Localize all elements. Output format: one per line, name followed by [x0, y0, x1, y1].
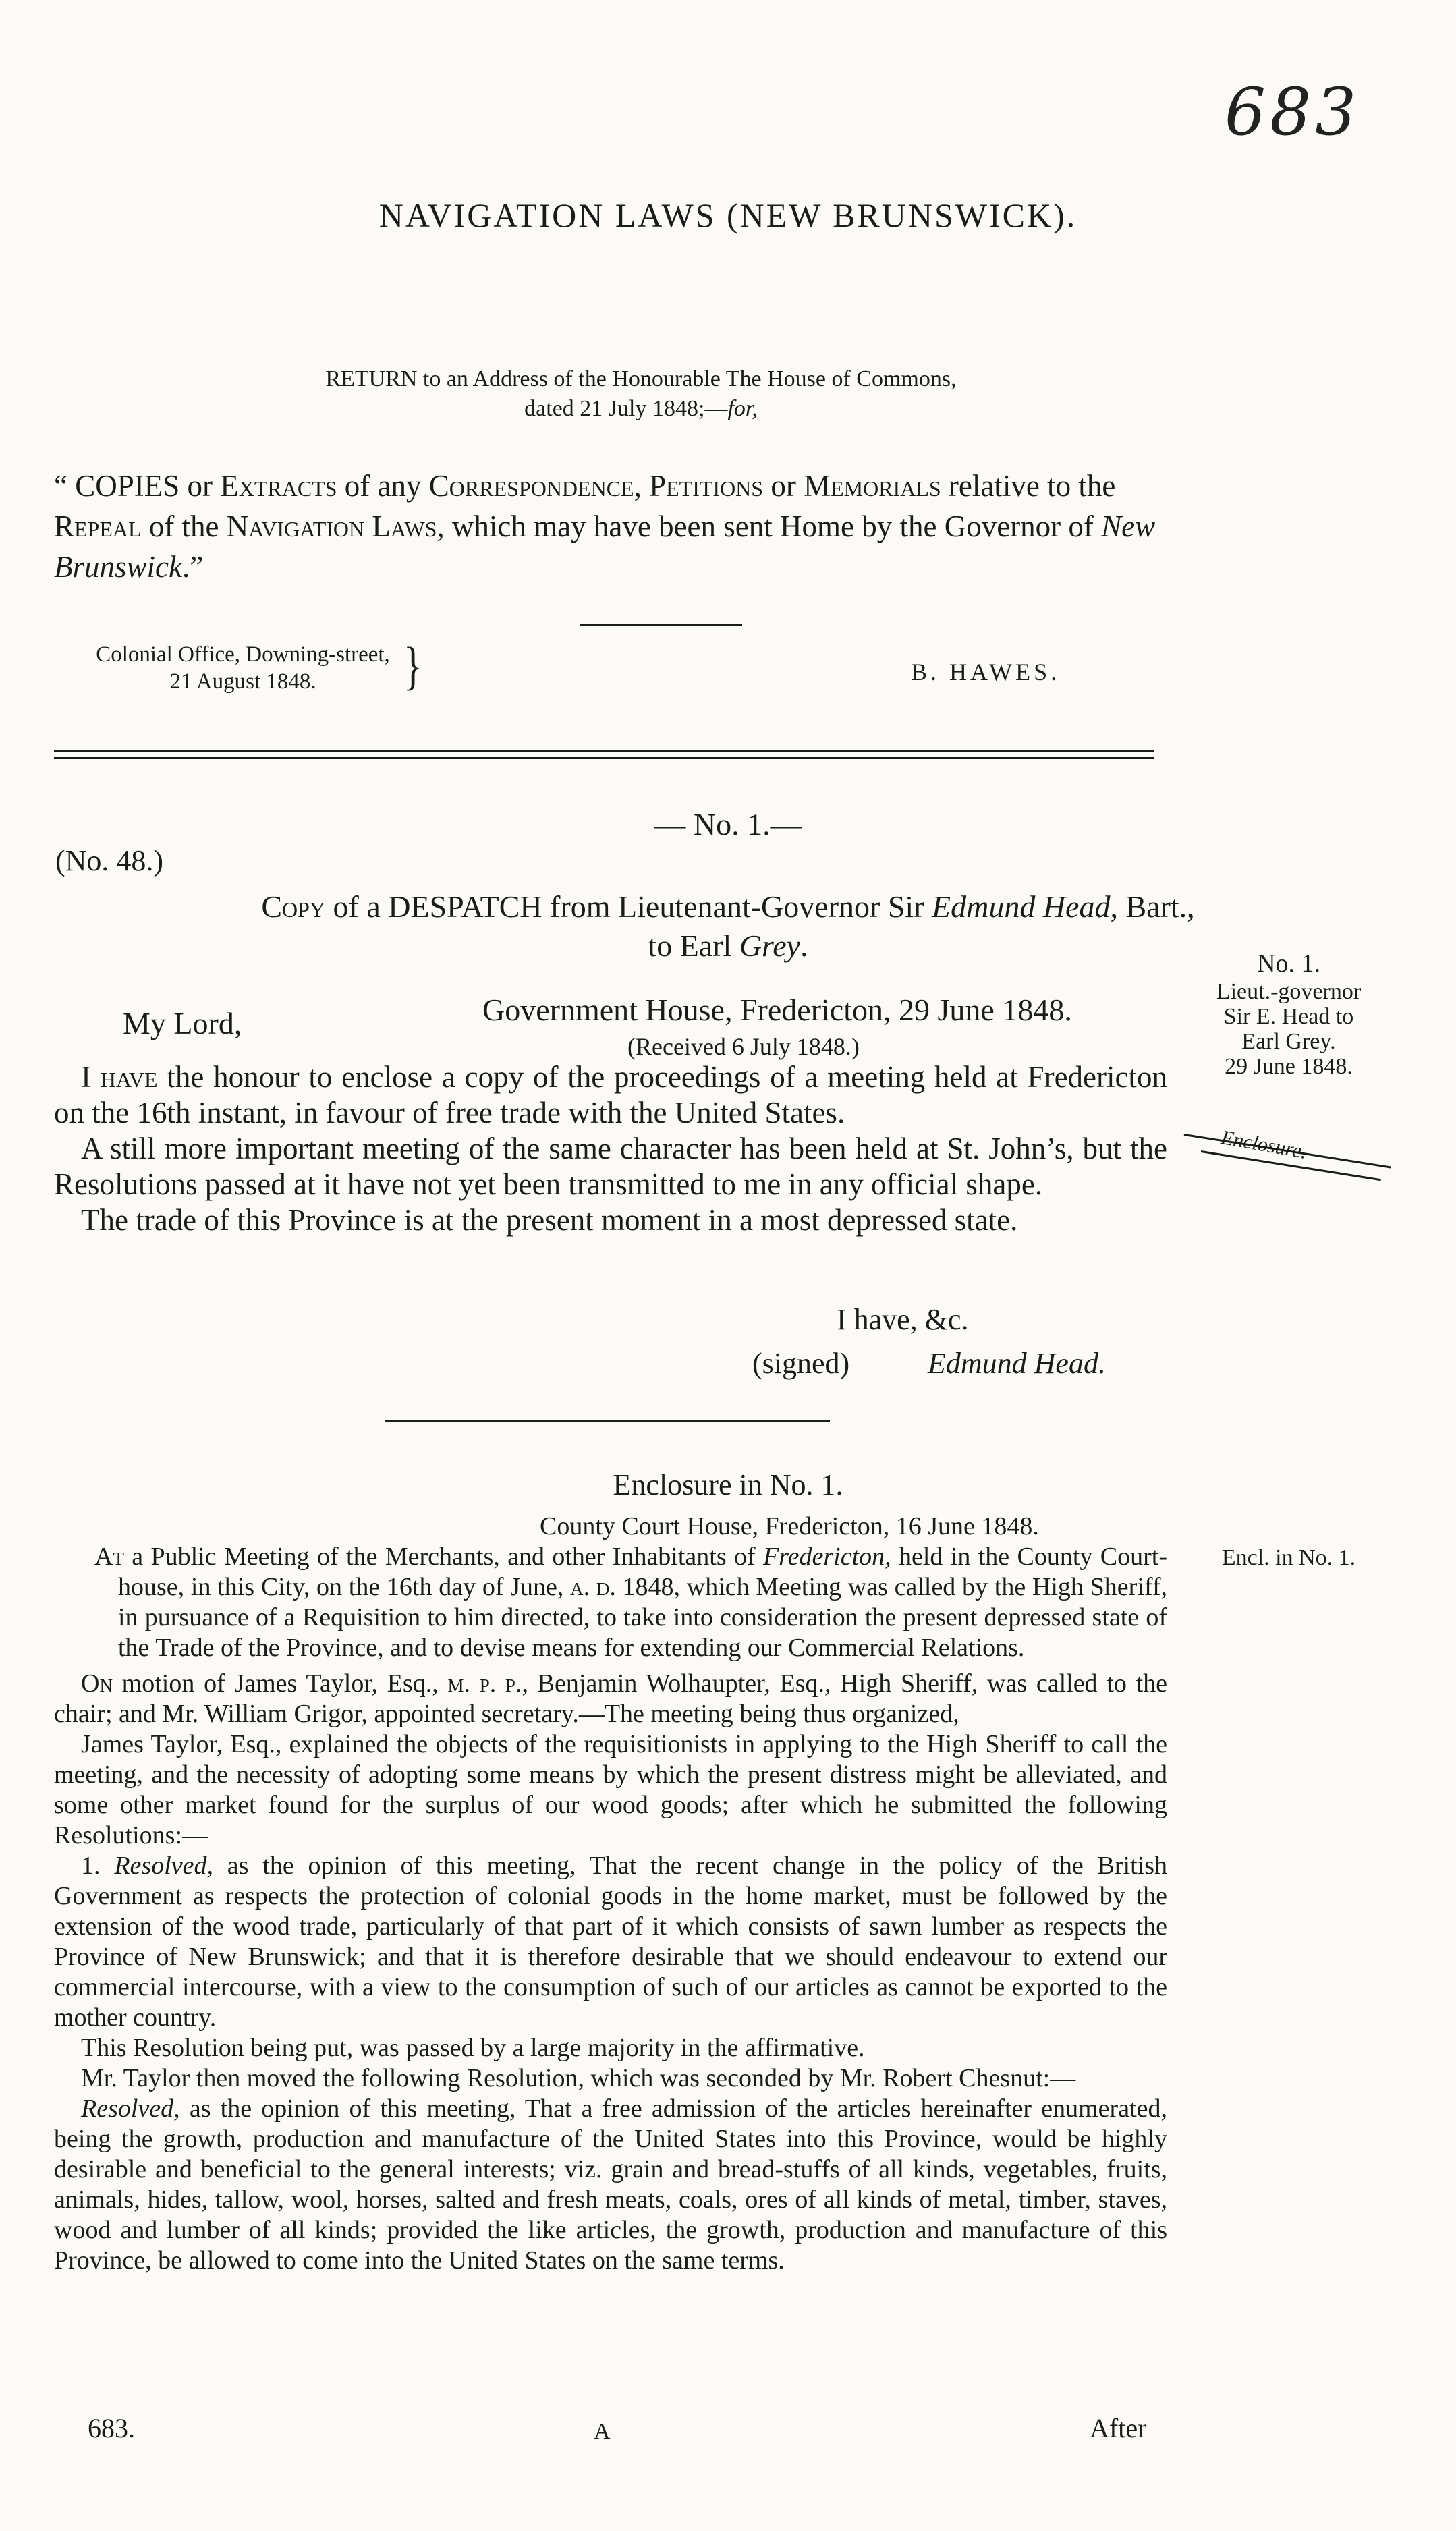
- intro-text: a Public Meeting of the Merchants, and other Inhabitants of: [123, 1542, 764, 1571]
- double-rule-bottom: [54, 757, 1154, 759]
- double-rule-top: [54, 750, 1154, 752]
- received-date: (Received 6 July 1848.): [627, 1033, 860, 1060]
- closing: I have, &c.: [837, 1303, 969, 1336]
- despatch-place-date: Government House, Fredericton, 29 June 1848.: [482, 993, 1072, 1027]
- margin-date: 29 June 1848.: [1225, 1054, 1353, 1079]
- resolution-1-passed: This Resolution being put, was passed by a large majority in the affirmative.: [81, 2034, 865, 2062]
- heading-text: , Bart.,: [1110, 889, 1195, 924]
- margin-no1: No. 1.: [1257, 949, 1320, 978]
- margin-note-no1: [1177, 951, 1400, 1079]
- signed-name: [928, 1346, 1106, 1381]
- resolution-1-resolved: Resolved,: [114, 1852, 213, 1880]
- document-title: NAVIGATION LAWS (NEW BRUNSWICK).: [379, 196, 1077, 234]
- quote-navigation-laws: Navigation Laws: [226, 509, 437, 543]
- enclosure-stamp-text: Enclosure.: [1219, 1126, 1309, 1163]
- return-line2: dated 21 July 1848;—: [524, 396, 728, 421]
- despatch-para-1: the honour to enclose a copy of the proceedings of a meeting held at Fredericton on the 16th instant, in favour of free trade with the United States.: [54, 1060, 1167, 1130]
- enclosure-place-date: County Court House, Fredericton, 16 June 1848.: [540, 1512, 1039, 1540]
- intro-fredericton: Fredericton,: [763, 1542, 891, 1571]
- quote-text: or: [763, 469, 804, 503]
- salutation: My Lord,: [123, 1006, 242, 1040]
- resolution-2-resolved: Resolved,: [81, 2094, 180, 2123]
- signer-name: B. HAWES.: [911, 659, 1061, 686]
- resolution-1-text: as the opinion of this meeting, That the recent change in the policy of the British Government as respects the protection of colonial goods in the home market, must be followed by the extension of the wood trade, particularly of that part of it which consists of sawn lumber as respects the Province of New Brunswick; and that it is therefore desirable that we should endeavour to extend our commercial intercourse, with a view to the consumption of such of our articles as cannot be exported to the mother country.: [54, 1852, 1167, 2032]
- despatch-ref: (No. 48.): [55, 844, 164, 877]
- signed-name-text: Edmund Head.: [928, 1347, 1106, 1380]
- short-divider: [580, 624, 742, 626]
- return-lead: RETURN: [325, 366, 418, 391]
- handwritten-folio-number: 683: [1225, 74, 1361, 150]
- p1-text: motion of James Taylor, Esq.,: [112, 1669, 448, 1698]
- enclosure-para-2: James Taylor, Esq., explained the objects of the requisitionists in applying to the High Sheriff to call the meeting, and the necessity of adopting some means by which the present distress might be alleviated, and some other market found for the surplus of our wood goods; after which he submitted the following Resolutions:—: [54, 1730, 1167, 1849]
- para-lead: I have: [81, 1060, 158, 1094]
- office-line: Colonial Office, Downing-street,: [96, 642, 390, 667]
- resolution-1-number: 1.: [81, 1852, 115, 1880]
- return-address: [202, 364, 1080, 424]
- quote-correspondence: Correspondence: [428, 469, 634, 503]
- quote-extracts: Extracts: [220, 469, 337, 503]
- quote-open: “ COPIES or: [54, 469, 221, 503]
- enclosure-heading: Enclosure in No. 1.: [613, 1468, 843, 1501]
- footer-number: 683.: [88, 2413, 135, 2443]
- quote-new-brunswick: New Brunswick: [54, 509, 1156, 584]
- heading-name: Edmund Head: [932, 889, 1111, 924]
- quote-text: ,: [634, 469, 650, 503]
- despatch-para-2: A still more important meeting of the same character has been held at St. John’s, but the Resolutions passed at it have not yet been transmitted to me in any official shape.: [54, 1132, 1167, 1201]
- mid-divider: [385, 1420, 830, 1422]
- quote-repeal: Repeal: [54, 509, 142, 543]
- heading-text: of a DESPATCH from Lieutenant-Governor Sir: [325, 889, 932, 924]
- margin-earl: Earl Grey.: [1241, 1029, 1336, 1054]
- p1-mpp: m. p. p.: [447, 1669, 522, 1698]
- quote-text: of the: [141, 509, 227, 543]
- intro-text: 1848, which Meeting was called by the High Sheriff, in pursuance of a Requisition to him directed, to take into consideration the present depressed state of the Trade of the Province, and to devise means for extending our Commercial Relations.: [118, 1573, 1167, 1662]
- quote-text: of any: [337, 469, 429, 503]
- office-date: 21 August 1848.: [169, 669, 316, 694]
- enclosure-para-3: Mr. Taylor then moved the following Resolution, which was seconded by Mr. Robert Chesnut:—: [81, 2064, 1076, 2092]
- heading-grey: Grey: [739, 928, 801, 963]
- brace-mark: }: [403, 636, 422, 696]
- quote-text: , which may have been sent Home by the Governor of: [437, 509, 1102, 543]
- return-line1: to an Address of the Honourable The House of Commons,: [417, 366, 957, 391]
- intro-ad: a. d.: [570, 1573, 616, 1601]
- section-number: — No. 1.—: [654, 807, 802, 841]
- resolution-2-text: as the opinion of this meeting, That a free admission of the articles hereinafter enumerated, being the growth, production and manufacture of the United States into this Province, would be highly desirable and beneficial to the general interests; viz. grain and bread-stuffs of all kinds, vegetables, fruits, animals, hides, tallow, wool, horses, salted and fresh meats, coals, ores of all kinds of metal, timber, staves, wood and lumber of all kinds; provided the like articles, the growth, production and manufacture of this Province, be allowed to come into the United States on the same terms.: [54, 2094, 1167, 2275]
- quote-petitions: Petitions: [649, 469, 764, 503]
- intro-lead: At: [94, 1542, 124, 1571]
- quote-close: .”: [181, 550, 204, 584]
- heading-text: .: [800, 928, 808, 963]
- despatch-body: [54, 1059, 1167, 1238]
- margin-encl: Encl. in No. 1.: [1221, 1545, 1356, 1570]
- heading-text: to Earl: [648, 928, 739, 963]
- heading-copy: Copy: [261, 889, 326, 924]
- quote-memorials: Memorials: [804, 469, 941, 503]
- margin-lieut: Lieut.-governor: [1216, 979, 1362, 1004]
- intro-text: held in the County Court-house, in this City, on the 16th day of June,: [118, 1542, 1167, 1601]
- address-quote: [54, 466, 1174, 587]
- return-for: for,: [727, 396, 758, 421]
- enclosure-body: [54, 1542, 1167, 2276]
- despatch-para-3: The trade of this Province is at the present moment in a most depressed state.: [81, 1203, 1018, 1237]
- quote-text: relative to the: [941, 469, 1116, 503]
- catchword: After: [1090, 2413, 1147, 2443]
- colonial-office-dateline: [54, 636, 432, 696]
- margin-sir: Sir E. Head to: [1223, 1004, 1354, 1029]
- p1-lead: On: [81, 1669, 113, 1698]
- p1-text: , Benjamin Wolhaupter, Esq., High Sheriff, was called to the chair; and Mr. William Grigor, appointed secretary.—The meeting being thus organized,: [54, 1669, 1167, 1728]
- signed-label: (signed): [752, 1347, 850, 1380]
- signature-mark: A: [594, 2419, 611, 2444]
